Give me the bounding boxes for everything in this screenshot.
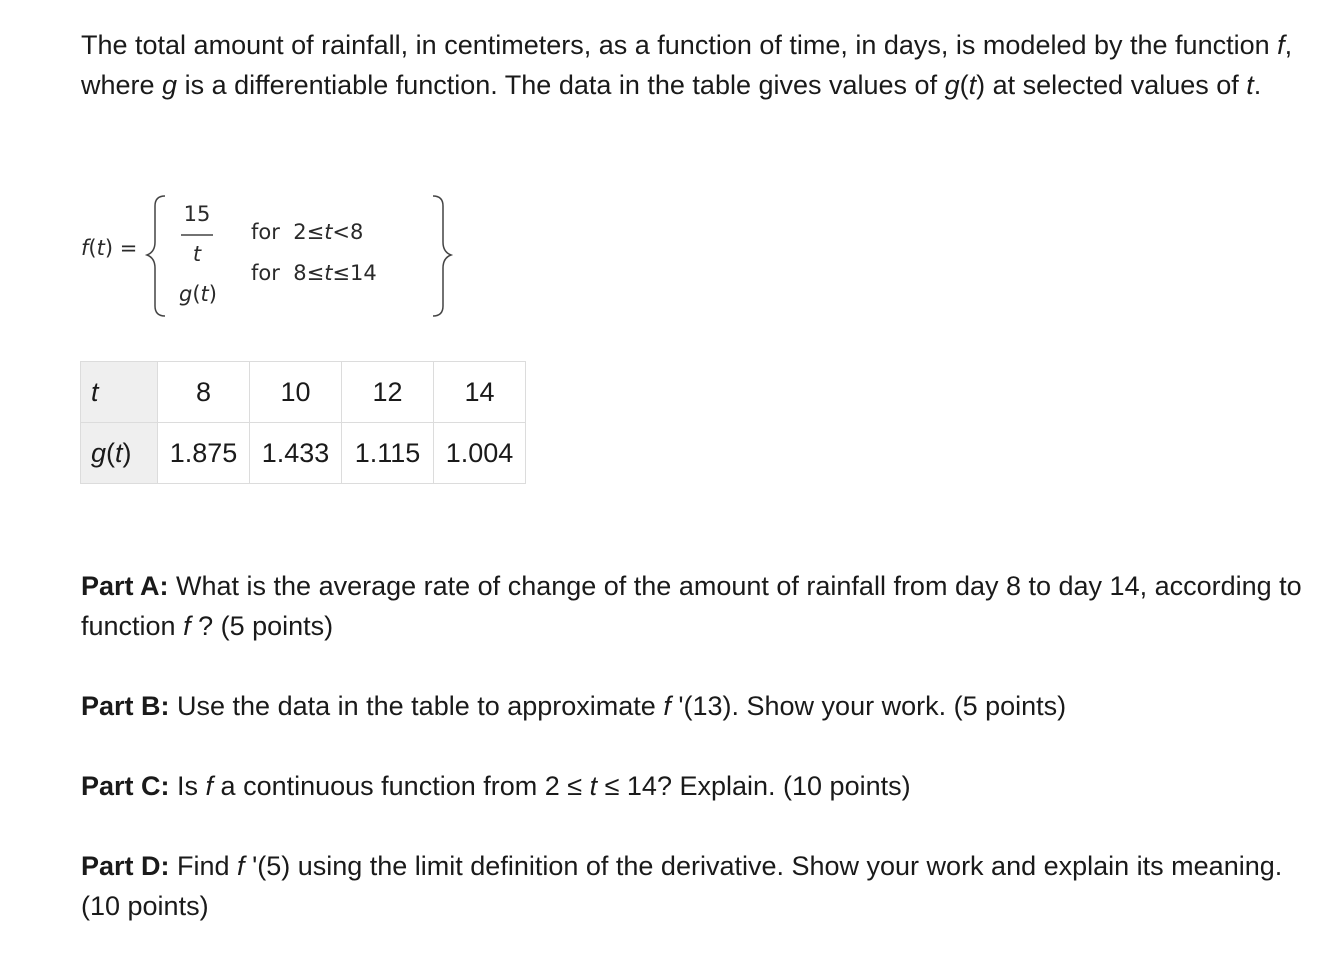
values-table (80, 361, 526, 484)
part-d-var-f: f (237, 851, 245, 881)
part-b-label: Part B: (81, 691, 170, 721)
g-expr-close: ) (208, 282, 217, 306)
part-c-text-2: a continuous function from 2 ≤ (213, 771, 590, 801)
part-c-var-f: f (205, 771, 214, 801)
cond2-post: ≤14 (332, 261, 377, 285)
table-row (81, 423, 526, 484)
table-cell: 1.004 (434, 423, 526, 484)
g-expr-g: g (179, 282, 193, 306)
row-label-t-text: t (91, 376, 99, 407)
piece-g-expression (179, 282, 217, 306)
lhs-t: t (96, 236, 105, 260)
part-c-label: Part C: (81, 771, 170, 801)
intro-text-6: . (1253, 70, 1262, 100)
part-c-text-3: ≤ 14? Explain. (10 points) (597, 771, 911, 801)
intro-var-g2: g (944, 70, 960, 100)
part-c (81, 766, 1321, 806)
intro-text-3: is a differentiable function. The data in the table gives values of (177, 70, 945, 100)
left-brace (147, 196, 165, 316)
intro-var-f: f (1277, 30, 1285, 60)
cond1-t: t (324, 220, 333, 244)
part-b-var-f: f (663, 691, 671, 721)
g-expr-open: ( (192, 282, 201, 306)
row-label-g-g: g (91, 437, 107, 468)
row-label-g-open: ( (106, 437, 116, 468)
part-b-text-2: '(13). Show your work. (5 points) (670, 691, 1067, 721)
intro-var-t1: t (968, 70, 977, 100)
intro-text-4: ( (959, 70, 969, 100)
condition-1 (251, 220, 363, 244)
right-brace (433, 196, 451, 316)
part-d-text-2: '(5) using the limit definition of the derivative. Show your work and explain its meaning. (10 points) (81, 851, 1283, 921)
row-label-g-t: t (115, 437, 123, 468)
intro-var-g: g (162, 70, 178, 100)
lhs-open: ( (88, 236, 97, 260)
table-cell: 8 (158, 362, 250, 423)
table-cell: 1.875 (158, 423, 250, 484)
cond1-pre: for 2≤ (251, 220, 325, 244)
condition-2 (251, 261, 377, 285)
part-c-var-t: t (589, 771, 598, 801)
part-b-text-1: Use the data in the table to approximate (169, 691, 664, 721)
table-cell: 1.115 (342, 423, 434, 484)
part-d-text-1: Find (169, 851, 238, 881)
row-label-t (81, 362, 158, 423)
part-c-text-1: Is (169, 771, 206, 801)
part-a-var-f: f (183, 611, 191, 641)
table-cell: 14 (434, 362, 526, 423)
fraction-numerator: 15 (183, 202, 211, 226)
g-expr-t: t (200, 282, 209, 306)
part-a-label: Part A: (81, 571, 169, 601)
piecewise-brackets (81, 190, 461, 320)
part-b (81, 686, 1321, 726)
cond1-post: <8 (332, 220, 364, 244)
cond2-pre: for 8≤ (251, 261, 325, 285)
part-a-text-2: ? (5 points) (190, 611, 334, 641)
lhs-close: ) = (104, 236, 138, 260)
intro-text-5: ) at selected values of (976, 70, 1247, 100)
table-cell: 12 (342, 362, 434, 423)
lhs-f: f (81, 236, 89, 260)
piecewise-function (81, 190, 461, 320)
table-cell: 1.433 (250, 423, 342, 484)
row-label-g (81, 423, 158, 484)
intro-var-t2: t (1246, 70, 1254, 100)
intro-text-2: , where (81, 30, 1293, 100)
intro-text-1: The total amount of rainfall, in centimeters, as a function of time, in days, is modeled by the function (81, 30, 1278, 60)
row-label-g-close: ) (122, 437, 132, 468)
problem-intro (81, 25, 1321, 105)
part-d-label: Part D: (81, 851, 170, 881)
cond2-t: t (324, 261, 333, 285)
part-a (81, 566, 1321, 646)
function-lhs (81, 236, 137, 260)
table-row (81, 362, 526, 423)
part-a-text-1: What is the average rate of change of the amount of rainfall from day 8 to day 14, according to function (81, 571, 1302, 641)
part-d (81, 846, 1321, 926)
table-cell: 10 (250, 362, 342, 423)
fraction-denominator: t (192, 242, 202, 266)
